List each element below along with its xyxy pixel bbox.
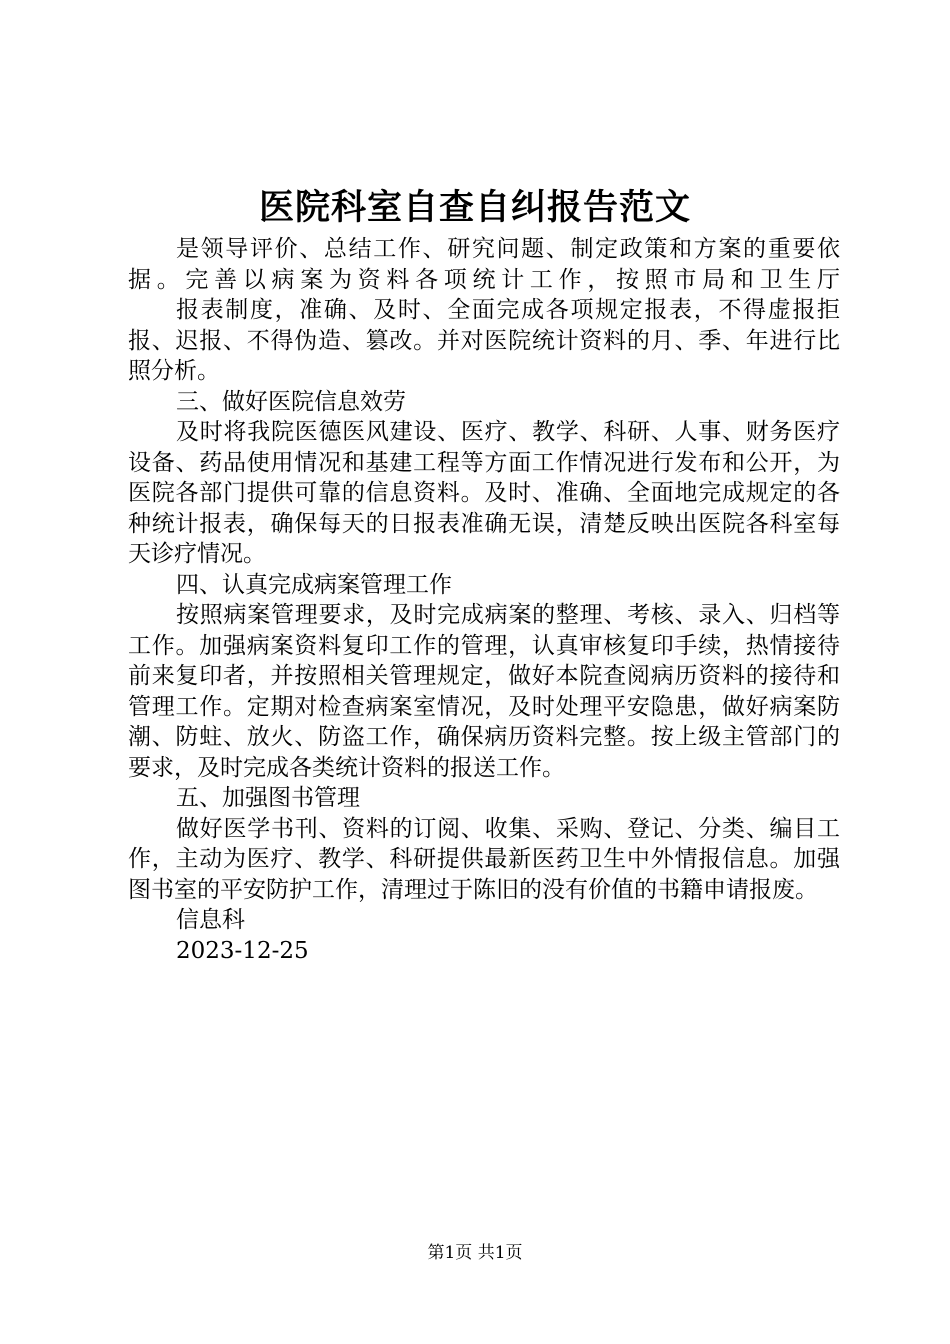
paragraph-intro: 是领导评价、总结工作、研究问题、制定政策和方案的重要依据。完善以病案为资料各项统计工作，按照市局和卫生厅 xyxy=(128,236,840,293)
paragraph-info-service: 及时将我院医德医风建设、医疗、教学、科研、人事、财务医疗设备、药品使用情况和基建工程等方面工作情况进行发布和公开，为医院各部门提供可靠的信息资料。及时、准确、全面地完成规定的各种统计报表，确保每天的日报表准确无误，清楚反映出医院各科室每天诊疗情况。 xyxy=(128,419,840,567)
document-body xyxy=(128,234,840,966)
paragraph-report-system: 报表制度，准确、及时、全面完成各项规定报表，不得虚报拒报、迟报、不得伪造、篡改。并对医院统计资料的月、季、年进行比照分析。 xyxy=(128,297,840,384)
signature-department: 信息科 xyxy=(176,907,245,933)
document-title: 医院科室自查自纠报告范文 xyxy=(258,187,691,228)
paragraph-case-management: 按照病案管理要求，及时完成病案的整理、考核、录入、归档等工作。加强病案资料复印工作的管理，认真审核复印手续，热情接待前来复印者，并按照相关管理规定，做好本院查阅病历资料的接待和管理工作。定期对检查病案室情况，及时处理平安隐患，做好病案防潮、防蛀、放火、防盗工作，确保病历资料完整。按上级主管部门的要求，及时完成各类统计资料的报送工作。 xyxy=(128,602,840,781)
section-heading-3: 三、做好医院信息效劳 xyxy=(176,388,406,415)
section-heading-4: 四、认真完成病案管理工作 xyxy=(176,571,452,598)
paragraph-library: 做好医学书刊、资料的订阅、收集、采购、登记、分类、编目工作，主动为医疗、教学、科研提供最新医药卫生中外情报信息。加强图书室的平安防护工作，清理过于陈旧的没有价值的书籍申请报废。 xyxy=(128,815,840,903)
page-footer: 第1页 共1页 xyxy=(427,1243,523,1263)
section-heading-5: 五、加强图书管理 xyxy=(176,785,360,811)
signature-date: 2023-12-25 xyxy=(176,937,309,964)
